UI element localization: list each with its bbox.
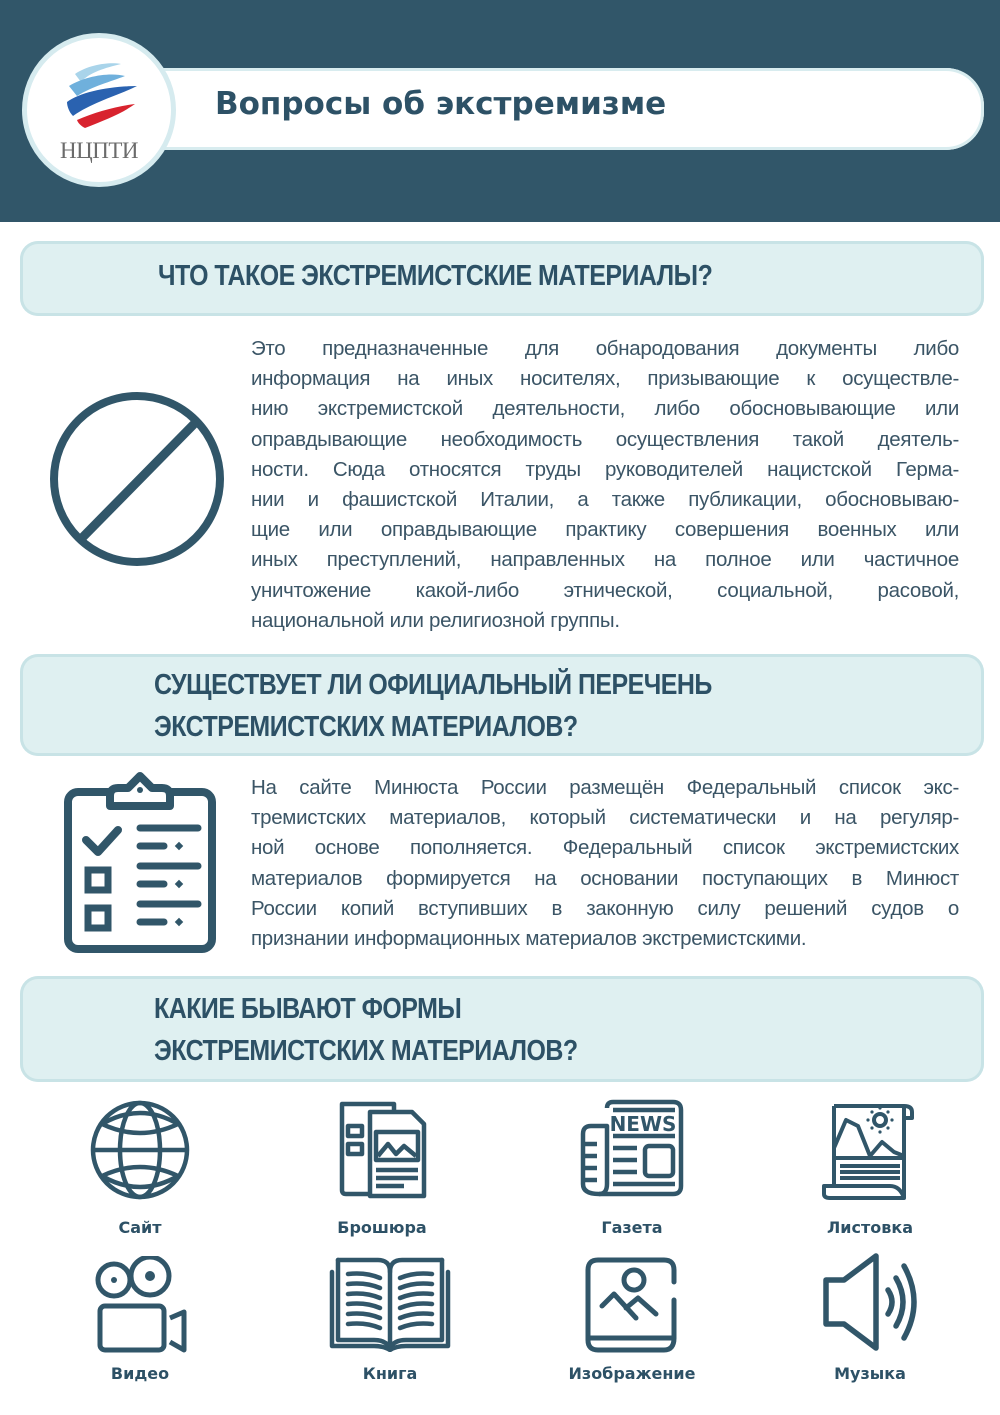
image-icon — [580, 1252, 684, 1356]
form-label: Брошюра — [337, 1218, 427, 1237]
speaker-icon — [820, 1252, 920, 1356]
section-heading-text: ЧТО ТАКОЕ ЭКСТРЕМИСТСКИЕ МАТЕРИАЛЫ? — [158, 260, 713, 292]
form-item-video — [40, 1256, 240, 1383]
globe-icon — [88, 1098, 192, 1202]
form-label: Книга — [362, 1364, 418, 1383]
paragraph-line: Это предназначенные для обнародования документы либо — [251, 337, 959, 360]
book-icon — [328, 1256, 452, 1352]
form-label: Сайт — [118, 1218, 162, 1237]
prohibited-icon — [48, 390, 226, 568]
form-item-book — [290, 1256, 490, 1383]
logo — [22, 33, 176, 187]
section-heading-text — [154, 988, 578, 1072]
heading-line: КАКИЕ БЫВАЮТ ФОРМЫ — [154, 993, 462, 1025]
logo-text: НЦПТИ — [60, 138, 138, 163]
paragraph-line: оправдывающие необходимость осуществления такой деятель- — [251, 427, 959, 451]
page-title: Вопросы об экстремизме — [215, 86, 667, 122]
paragraph-line: тремистских материалов, который систематически и на регуляр- — [251, 806, 959, 830]
form-item-image — [532, 1252, 732, 1383]
form-label: Музыка — [834, 1364, 906, 1383]
clipboard-checklist-icon — [62, 770, 218, 955]
paragraph-line: признании информационных материалов экстремистскими. — [251, 927, 807, 951]
paragraph-line: России копий вступивших в законную силу решений судов о — [251, 896, 959, 920]
section-heading-text — [154, 664, 712, 748]
video-camera-icon — [90, 1256, 190, 1356]
form-item-newspaper — [532, 1098, 732, 1237]
paragraph-line: уничтожение какой-либо этнической, социальной, расовой, — [251, 578, 959, 602]
form-item-music — [770, 1252, 970, 1383]
paragraph-line: национальной или религиозной группы. — [251, 608, 620, 632]
paragraph-line: информация на иных носителях, призывающие к осуществле- — [251, 367, 959, 391]
paragraph-line: На сайте Минюста России размещён Федеральный список экс- — [251, 776, 959, 799]
paragraph-line: ной основе пополняется. Федеральный список экстремистских — [251, 836, 959, 860]
heading-line: ЭКСТРЕМИСТСКИХ МАТЕРИАЛОВ? — [154, 711, 578, 743]
logo-ribbon-icon — [55, 56, 145, 136]
heading-line: СУЩЕСТВУЕТ ЛИ ОФИЦИАЛЬНЫЙ ПЕРЕЧЕНЬ — [154, 669, 712, 701]
heading-line: ЭКСТРЕМИСТСКИХ МАТЕРИАЛОВ? — [154, 1035, 578, 1067]
form-item-site — [40, 1098, 240, 1237]
section-paragraph-what-are-materials — [251, 334, 959, 636]
section-heading-official-list — [20, 654, 984, 756]
form-label: Листовка — [826, 1218, 914, 1237]
leaflet-icon — [820, 1098, 920, 1202]
brochure-icon — [332, 1098, 432, 1202]
form-label: Газета — [601, 1218, 663, 1237]
paragraph-line: иных преступлений, направленных на полное или частичное — [251, 548, 959, 572]
page-header — [0, 0, 1000, 222]
paragraph-line: нию экстремистской деятельности, либо обосновывающие или — [251, 397, 959, 421]
paragraph-line: ности. Сюда относятся труды руководителей нацистской Герма- — [251, 457, 959, 481]
form-label: Изображение — [568, 1364, 696, 1383]
newspaper-icon-text: NEWS — [609, 1112, 677, 1136]
form-label: Видео — [110, 1364, 170, 1383]
paragraph-line: нии и фашистской Италии, а также публикации, обосновываю- — [251, 488, 959, 512]
section-paragraph-official-list — [251, 773, 959, 954]
title-bar — [160, 68, 984, 150]
paragraph-line: материалов формируется на основании поступающих в Минюст — [251, 866, 959, 890]
form-item-leaflet — [770, 1098, 970, 1237]
paragraph-line: щие или оправдывающие практику совершения военных или — [251, 518, 959, 542]
section-heading-what-are-materials — [20, 241, 984, 316]
form-item-brochure — [282, 1098, 482, 1237]
newspaper-icon — [577, 1098, 687, 1202]
section-heading-material-forms — [20, 976, 984, 1082]
